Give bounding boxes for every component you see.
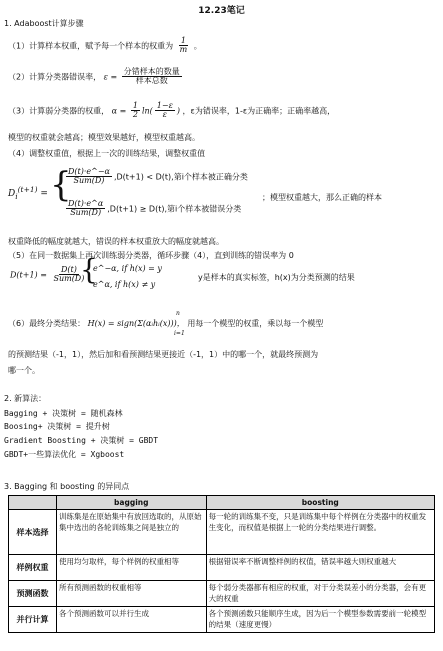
table-row: [9, 581, 435, 607]
step1-text: （1）计算样本权重，赋予每一个样本的权重为: [8, 41, 174, 51]
row-head: 样例权重: [9, 555, 57, 581]
bagging-cell: 所有预测函数的权重相等: [56, 581, 206, 607]
step1-fraction: [178, 37, 190, 55]
row-head: 样本选择: [9, 510, 57, 555]
step3-line2: 模型的权重就会越高；模型效果越好，模型权重越高。: [8, 133, 200, 142]
boosting-cell: 每一轮的训练集不变，只是训练集中每个样例在分类器中的权重发生变化，而权值是根据上一轮的分类结果进行调整。: [206, 510, 434, 555]
step6-tail: 用每一个模型的权重，乘以每一个模型: [187, 319, 324, 328]
step1: [8, 37, 202, 55]
step3-half: [131, 102, 140, 120]
table-header-cell: [9, 496, 57, 510]
row-head: 并行计算: [9, 607, 57, 633]
bagging-cell: 各个预测函数可以并行生成: [56, 607, 206, 633]
step4-lhs-symbol: D: [8, 189, 16, 199]
table-row: [9, 555, 435, 581]
comparison-table: [8, 495, 435, 633]
step5-den: Sum(D): [53, 274, 85, 284]
step6-formula: H(x) = sign(Σ(αᵢhᵢ(x)))，: [87, 319, 185, 328]
step4-case2-num: D(t)·e^α: [68, 199, 104, 208]
step3-alpha: α =: [111, 106, 127, 116]
step2: [8, 68, 184, 86]
table-header-row: [9, 496, 435, 510]
step4-brace: {: [50, 165, 72, 205]
step1-num: 1: [180, 36, 186, 45]
algo-line: Boosing+ 决策树 = 提升树: [4, 422, 110, 431]
step2-fraction: [122, 68, 182, 86]
step2-den: 样本总数: [135, 76, 168, 86]
page-title: 12.23笔记: [198, 6, 245, 16]
step5-formula: [10, 266, 88, 284]
step5-case1: e^−α, if h(x) = y: [93, 264, 162, 273]
step1-den: m: [179, 45, 188, 55]
step4-case2-cond: ,D(t+1) ≥ D(t),第i个样本被错误分类: [107, 204, 242, 214]
algo-line: GBDT+一些算法优化 = Xgboost: [4, 450, 125, 459]
step4-case1-fraction: [66, 168, 112, 186]
step2-eps: ε =: [103, 72, 118, 82]
step4-text: （4）调整权重值，根据上一次的训练结果，调整权重值: [8, 149, 206, 158]
step5-brace: {: [80, 253, 98, 286]
step4-case1-den: Sum(D): [73, 176, 105, 186]
step3-num: 1−ε: [156, 101, 173, 110]
step3: [8, 102, 335, 120]
step1-tail: 。: [193, 41, 202, 51]
step3-ln: ln(: [141, 106, 153, 116]
algo-line: Gradient Boosting + 决策树 = GBDT: [4, 436, 159, 445]
table-header-cell: boosting: [206, 496, 434, 510]
table-row: [9, 607, 435, 633]
step3-ratio: [155, 102, 175, 120]
row-head: 预测函数: [9, 581, 57, 607]
step5-lhs: D(t+1) =: [10, 270, 47, 280]
step6-sum-bottom: i=1: [174, 330, 185, 337]
step6-sum-top: n: [176, 310, 180, 317]
step4-case1-cond: ,D(t+1) < D(t),第i个样本被正确分类: [113, 172, 248, 182]
section2-heading: 2. 新算法：: [4, 394, 47, 403]
step3-den: ε: [162, 110, 167, 120]
section1-heading: 1. Adaboost计算步骤: [4, 19, 84, 28]
step4-case2: [64, 200, 241, 218]
step4-case2-fraction: [66, 200, 105, 218]
table-header-cell: bagging: [56, 496, 206, 510]
algo-line: Bagging + 决策树 = 随机森林: [4, 409, 123, 418]
step2-num: 分错样本的数量: [123, 67, 180, 76]
step5-tail: y是样本的真实标签，h(x)为分类预测的结果: [198, 273, 355, 282]
step6-line3: 哪一个。: [8, 366, 40, 375]
step4-right: ；模型权重越大，那么正确的样本: [262, 193, 382, 202]
boosting-cell: 各个预测函数只能顺序生成，因为后一个模型参数需要前一轮模型的结果（速度更慢）: [206, 607, 434, 633]
step6-text: （6）最终分类结果：: [8, 319, 86, 328]
step5-case2: e^α, if h(x) ≠ y: [93, 280, 156, 289]
step3-text: （3）计算弱分类器的权重，: [8, 106, 110, 116]
boosting-cell: 根据错误率不断调整样例的权值，错误率越大则权重越大: [206, 555, 434, 581]
boosting-cell: 每个弱分类器都有相应的权重，对于分类误差小的分类器，会有更大的权重: [206, 581, 434, 607]
step3-close: ): [176, 106, 180, 116]
bagging-cell: 使用均匀取样，每个样例的权重相等: [56, 555, 206, 581]
step4-line2: 权重降低的幅度就越大，错误的样本权重放大的幅度就越高。: [8, 237, 224, 246]
step2-text: （2）计算分类器错误率，: [8, 72, 102, 82]
section3-heading: 3. Bagging 和 boosting 的异同点: [4, 482, 130, 491]
step4-case1-num: D(t)·e^−α: [68, 167, 110, 176]
step3-tail: ，ε为错误率，1-ε为正确率；正确率越高，: [182, 106, 336, 116]
step6: [8, 318, 323, 329]
step4-case1: [64, 168, 248, 186]
step4-case2-den: Sum(D): [70, 208, 102, 218]
table-row: [9, 510, 435, 555]
step6-line2: 的预测结果（-1，1），然后加和看预测结果更接近（-1，1）中的哪一个，就最终预测为: [8, 350, 319, 359]
step4-lhs: $D_i^{(t+1)}$ =: [8, 185, 48, 201]
step3-half-num: 1: [132, 101, 138, 110]
step3-half-den: 2: [132, 110, 138, 120]
step5-num: D(t): [60, 265, 77, 274]
bagging-cell: 训练集是在原始集中有放回选取的，从原始集中选出的各轮训练集之间是独立的: [56, 510, 206, 555]
step5-text: （5）在同一数据集上再次训练弱分类器，循环步骤（4），直到训练的错误率为 0: [8, 251, 294, 260]
